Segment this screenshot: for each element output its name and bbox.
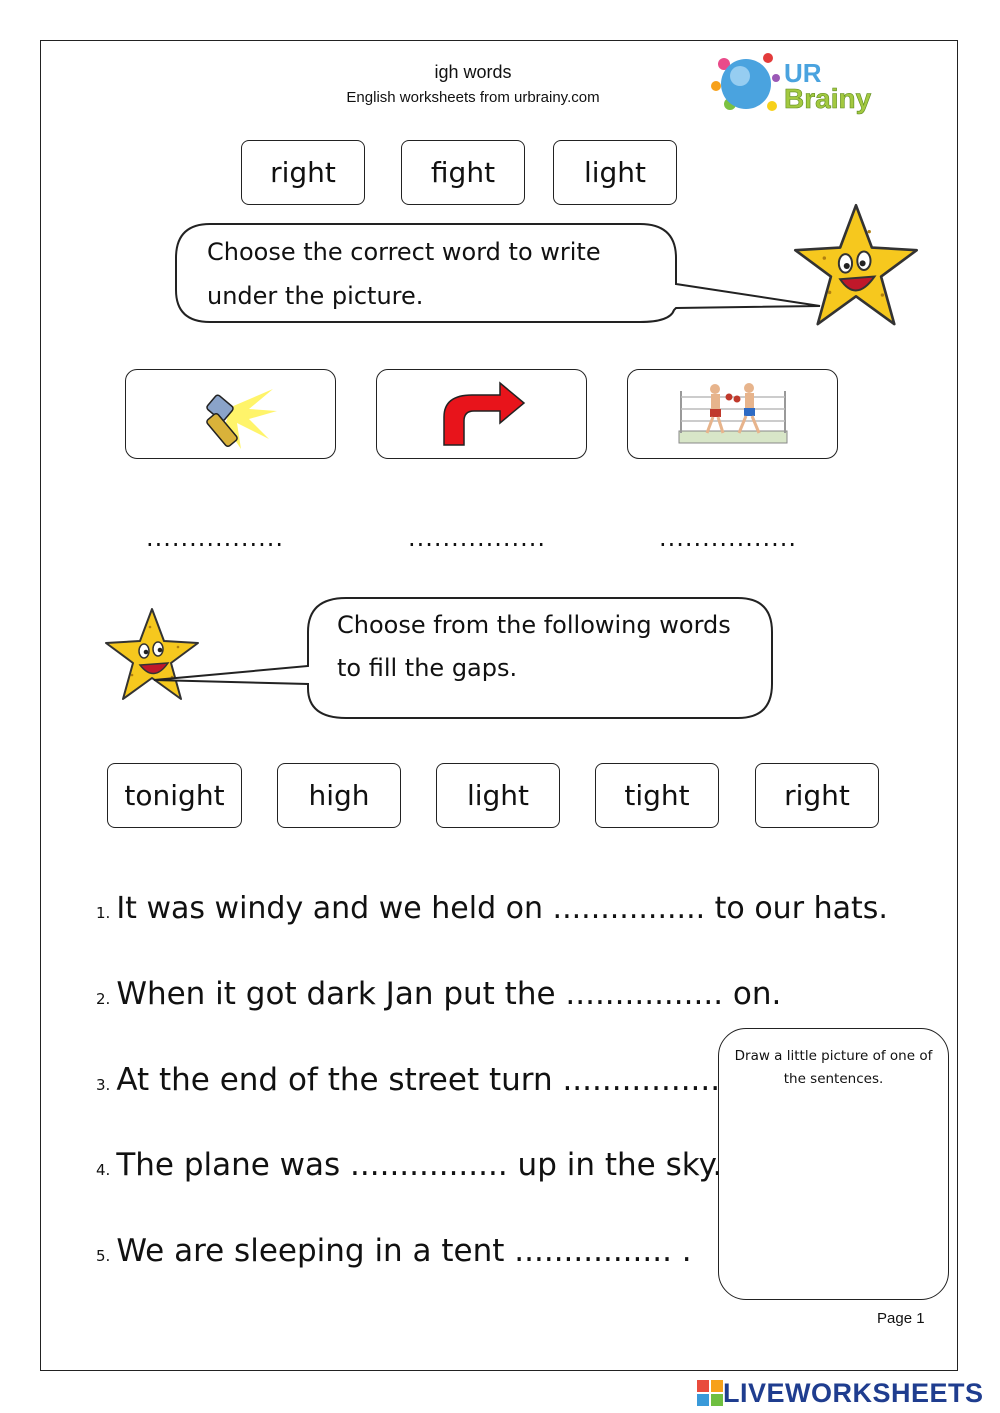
svg-text:UR: UR	[784, 58, 822, 88]
sentence-text: The plane was ................ up in the sky.	[116, 1147, 723, 1183]
sentence-number: 4.	[96, 1161, 111, 1179]
sentence-5	[96, 1233, 692, 1269]
word-box-light: light	[553, 140, 677, 205]
drawing-box[interactable]	[718, 1028, 949, 1300]
word-box-light: light	[436, 763, 560, 828]
word-box-high: high	[277, 763, 401, 828]
sentence-number: 2.	[96, 990, 111, 1008]
answer-line-3[interactable]: ................	[659, 524, 798, 552]
liveworksheets-icon	[697, 1380, 723, 1406]
urbrainy-logo	[706, 44, 906, 124]
answer-line-2[interactable]: ................	[408, 524, 547, 552]
picture-box-torch	[125, 369, 336, 459]
svg-text:Brainy: Brainy	[784, 83, 872, 114]
sentence-text: It was windy and we held on ................ to our hats.	[116, 891, 888, 926]
picture-box-arrow	[376, 369, 587, 459]
star-mascot-icon	[790, 200, 922, 332]
worksheet-title: igh words	[434, 62, 512, 82]
worksheet-subtitle: English worksheets from urbrainy.com	[346, 89, 600, 106]
liveworksheets-text: LIVEWORKSHEETS	[723, 1377, 984, 1408]
instruction-1-line-1: Choose the correct word to write	[207, 238, 601, 266]
page-number: Page 1	[877, 1310, 925, 1327]
word-box-fight: fight	[401, 140, 525, 205]
sentence-text: We are sleeping in a tent ................ .	[116, 1233, 692, 1269]
instruction-2-line-2: to fill the gaps.	[337, 654, 518, 682]
drawing-box-instruction: Draw a little picture of one of the sentences.	[734, 1048, 933, 1087]
sentence-1	[96, 891, 888, 926]
instruction-2-line-1: Choose from the following words	[337, 611, 731, 639]
picture-box-boxing	[627, 369, 838, 459]
torch-icon	[181, 379, 281, 449]
sentence-number: 1.	[96, 904, 111, 922]
sentence-number: 5.	[96, 1247, 111, 1265]
turn-right-arrow-icon	[432, 379, 532, 449]
sentence-2	[96, 976, 781, 1012]
word-box-tight: tight	[595, 763, 719, 828]
sentence-text: At the end of the street turn ................	[116, 1062, 721, 1098]
boxing-ring-icon	[673, 377, 793, 451]
word-box-right: right	[241, 140, 365, 205]
sentence-3	[96, 1062, 720, 1098]
sentence-number: 3.	[96, 1076, 111, 1094]
liveworksheets-logo	[697, 1378, 984, 1408]
instruction-1-line-2: under the picture.	[207, 282, 424, 310]
sentence-text: When it got dark Jan put the ................ on.	[116, 976, 782, 1012]
sentence-4	[96, 1147, 722, 1183]
word-box-right: right	[755, 763, 879, 828]
word-box-tonight: tonight	[107, 763, 242, 828]
answer-line-1[interactable]: ................	[146, 524, 285, 552]
